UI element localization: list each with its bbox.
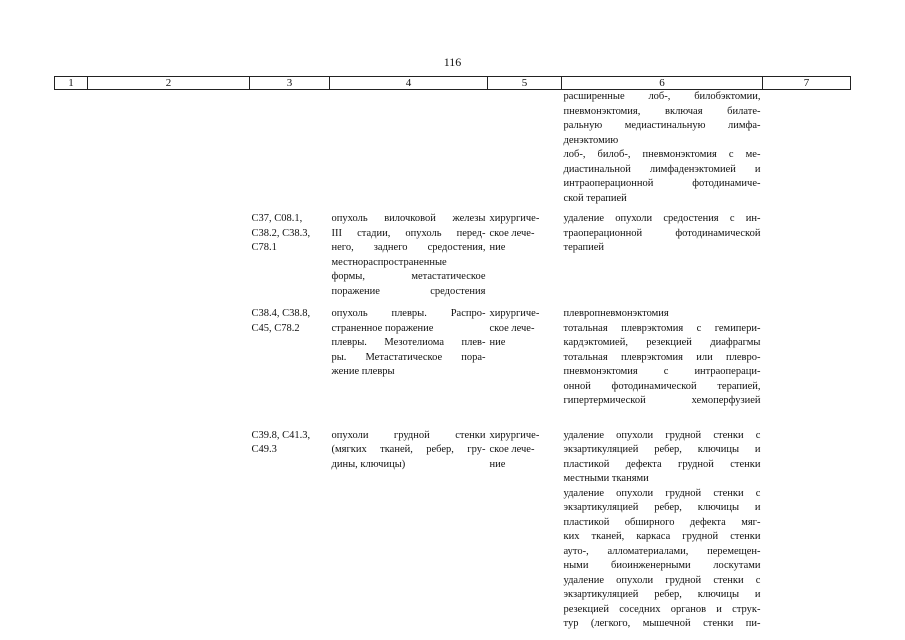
cell-icd-codes <box>250 212 330 307</box>
treatment-method-line: местными тканями <box>563 473 649 484</box>
treatment-type-line: хирургиче- <box>489 429 540 441</box>
cell-icd-codes <box>250 90 330 213</box>
treatment-method-paragraph <box>564 322 761 351</box>
diagnosis-line: опухоль вилочковой железы <box>331 213 486 224</box>
diagnosis-line: ры. Метастатическое пора- <box>331 351 486 363</box>
treatment-method-line: ауто-, алломатериалами, перемещен- <box>563 545 761 557</box>
diagnosis-line: страненное поражение <box>331 322 434 334</box>
treatment-method-line: удаление опухоли грудной стенки с <box>563 487 761 499</box>
cell-diagnosis <box>330 307 488 429</box>
column-header: 2 <box>88 77 250 90</box>
cell-diagnosis <box>330 429 488 632</box>
treatment-method-paragraph <box>564 90 761 148</box>
icd-code-line: C49.3 <box>251 444 277 455</box>
cell-diagnosis <box>330 90 488 213</box>
treatment-method-line: плевропневмонэктомия <box>563 308 669 319</box>
icd-code-line: C78.1 <box>251 242 277 253</box>
treatment-method-paragraph <box>564 487 761 574</box>
cell-profile <box>88 90 250 213</box>
cell-number <box>55 429 88 632</box>
cell-profile <box>88 307 250 429</box>
treatment-method-line: удаление опухоли грудной стенки с <box>563 429 761 441</box>
treatment-method-paragraph <box>564 574 761 632</box>
column-header: 1 <box>55 77 88 90</box>
icd-code-line: C45, C78.2 <box>251 322 300 334</box>
treatment-method-line: удаление опухоли средостения с ин- <box>563 213 761 224</box>
diagnosis-line: опухоли грудной стенки <box>331 429 486 441</box>
treatment-type-line: ское лече- <box>489 444 535 455</box>
treatment-method-line: тотальная плеврэктомия или плевро- <box>563 351 761 363</box>
diagnosis-line: поражение средостения <box>331 285 486 297</box>
treatment-method-line: ральную медиастинальную лимфа- <box>563 120 761 131</box>
page-number: 116 <box>443 55 462 69</box>
diagnosis-line: (мягких тканей, ребер, гру- <box>331 444 486 455</box>
cell-number <box>55 212 88 307</box>
treatment-method-line: траоперационной фотодинамической <box>563 227 761 239</box>
column-number-row <box>55 77 851 90</box>
cell-treatment-method <box>562 90 763 213</box>
column-header: 5 <box>488 77 562 90</box>
icd-code-line: C39.8, C41.3, <box>251 429 311 441</box>
treatment-type-line: хирургиче- <box>489 308 540 319</box>
table-row <box>55 90 851 213</box>
treatment-method-line: пластикой дефекта грудной стенки <box>563 458 761 470</box>
treatment-type-line: хирургиче- <box>489 213 540 224</box>
treatment-method-line: денэктомию <box>563 134 619 146</box>
cell-number <box>55 307 88 429</box>
procedures-table <box>54 76 851 632</box>
table-row <box>55 307 851 429</box>
cell-icd-codes <box>250 307 330 429</box>
treatment-method-line: пневмонэктомия, включая билате- <box>563 105 761 117</box>
treatment-method-line: ными биоинженерными лоскутами <box>563 560 761 571</box>
treatment-method-line: тотальная плеврэктомия с гемипери- <box>563 322 761 334</box>
treatment-type-line: ское лече- <box>489 322 535 334</box>
treatment-method-line: экзартикуляцией ребер, ключицы и <box>563 589 761 600</box>
treatment-method-line: экзартикуляцией ребер, ключицы и <box>563 444 761 455</box>
cell-treatment-type <box>488 307 562 429</box>
table-row <box>55 429 851 632</box>
diagnosis-line: дины, ключицы) <box>331 458 406 470</box>
treatment-method-paragraph <box>564 307 761 322</box>
diagnosis-line: него, заднего средостения, <box>331 242 486 253</box>
cell-model <box>763 307 851 429</box>
cell-treatment-method <box>562 212 763 307</box>
column-header: 7 <box>763 77 851 90</box>
cell-icd-codes <box>250 429 330 632</box>
diagnosis-line: опухоль плевры. Распро- <box>331 308 486 319</box>
treatment-method-line: кардэктомией, резекцией диафрагмы <box>563 337 761 348</box>
treatment-type-line: ское лече- <box>489 227 535 239</box>
treatment-method-paragraph <box>564 148 761 206</box>
diagnosis-line: плевры. Мезотелиома плев- <box>331 337 486 348</box>
column-header: 4 <box>330 77 488 90</box>
treatment-method-line: диастинальной лимфаденэктомией и <box>563 163 761 175</box>
treatment-method-line: ской терапией <box>563 192 627 204</box>
icd-code-line: C38.4, C38.8, <box>251 308 311 319</box>
treatment-method-line: экзартикуляцией ребер, ключицы и <box>563 502 761 513</box>
diagnosis-line: формы, метастатическое <box>331 271 486 282</box>
treatment-type-line: ние <box>489 337 506 348</box>
table-row <box>55 212 851 307</box>
cell-model <box>763 429 851 632</box>
treatment-method-line: резекцией соседних органов и струк- <box>563 603 761 615</box>
cell-treatment-type <box>488 90 562 213</box>
cell-profile <box>88 212 250 307</box>
treatment-type-line: ние <box>489 242 506 253</box>
treatment-method-line: пневмонэктомия с интраопераци- <box>563 366 761 377</box>
treatment-method-line: онной фотодинамической терапией, <box>563 380 761 392</box>
column-header: 3 <box>250 77 330 90</box>
treatment-method-line: терапией <box>563 242 605 253</box>
treatment-method-line: гипертермической хемоперфузией <box>563 395 761 406</box>
treatment-method-line: интраоперационной фотодинамиче- <box>563 178 761 189</box>
treatment-type-line: ние <box>489 458 506 470</box>
treatment-method-paragraph <box>564 212 761 256</box>
diagnosis-line: III стадии, опухоль перед- <box>331 227 486 239</box>
cell-treatment-method <box>562 307 763 429</box>
treatment-method-line: пластикой обширного дефекта мяг- <box>563 516 761 528</box>
icd-code-line: C38.2, C38.3, <box>251 227 311 239</box>
treatment-method-line: ких тканей, каркаса грудной стенки <box>563 531 761 542</box>
treatment-method-line: тур (легкого, мышечной стенки пи- <box>563 618 761 629</box>
treatment-method-line: лоб-, билоб-, пневмонэктомия с ме- <box>563 149 761 160</box>
treatment-method-paragraph <box>564 351 761 409</box>
diagnosis-line: местнораспространенные <box>331 256 447 268</box>
column-header: 6 <box>562 77 763 90</box>
cell-profile <box>88 429 250 632</box>
cell-number <box>55 90 88 213</box>
treatment-method-line: удаление опухоли грудной стенки с <box>563 574 761 586</box>
cell-model <box>763 212 851 307</box>
cell-model <box>763 90 851 213</box>
cell-treatment-method <box>562 429 763 632</box>
icd-code-line: C37, C08.1, <box>251 213 303 224</box>
cell-treatment-type <box>488 212 562 307</box>
treatment-method-paragraph <box>564 429 761 487</box>
cell-treatment-type <box>488 429 562 632</box>
treatment-method-line: расширенные лоб-, билобэктомии, <box>563 91 761 102</box>
diagnosis-line: жение плевры <box>331 366 395 377</box>
cell-diagnosis <box>330 212 488 307</box>
